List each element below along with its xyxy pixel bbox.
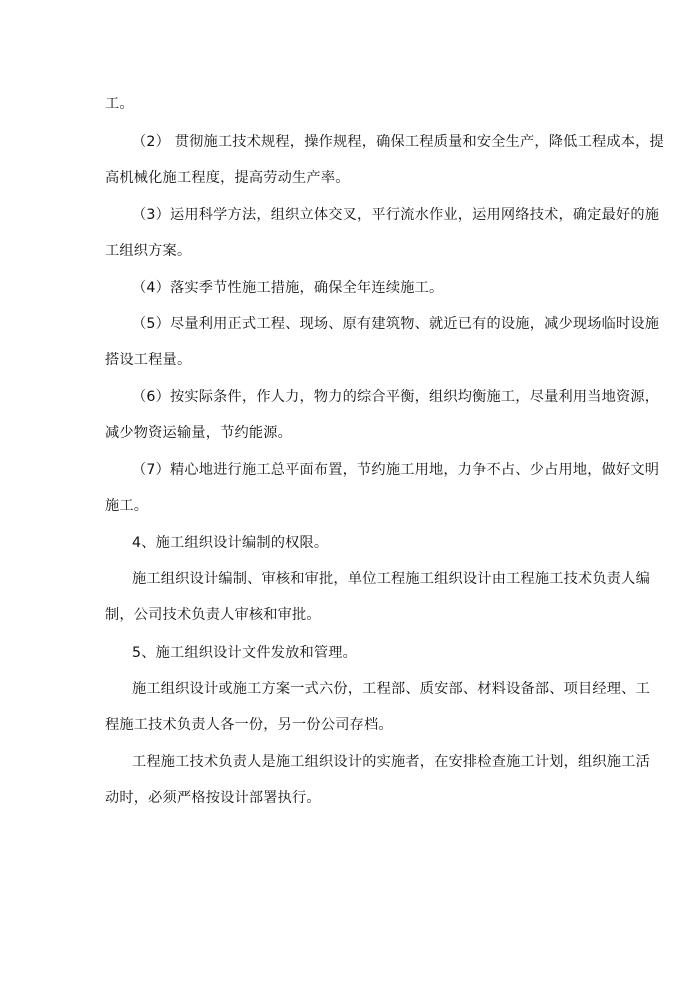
paragraph-item-4 xyxy=(105,270,597,306)
paragraph-line: 工。 xyxy=(105,96,134,112)
section-heading-5 xyxy=(105,635,597,671)
paragraph-line: （2） 贯彻施工技术规程，操作规程，确保工程质量和安全生产，降低工程成本，提 xyxy=(132,134,664,150)
paragraph-line: （7）精心地进行施工总平面布置，节约施工用地，力争不占、少占用地，做好文明 xyxy=(132,462,660,478)
paragraph-line: 施工组织设计编制、审核和审批，单位工程施工组织设计由工程施工技术负责人编 xyxy=(132,571,650,587)
paragraph-line: （4）落实季节性施工措施，确保全年连续施工。 xyxy=(132,280,444,296)
paragraph-distribution xyxy=(105,671,650,743)
paragraph-continuation xyxy=(105,86,597,122)
paragraph-line: （3）运用科学方法，组织立体交叉，平行流水作业，运用网络技术，确定最好的施 xyxy=(132,207,660,223)
paragraph-line: 施工。 xyxy=(105,498,149,514)
paragraph-line: 制，公司技术负责人审核和审批。 xyxy=(105,607,321,623)
paragraph-line: 工程施工技术负责人是施工组织设计的实施者，在安排检查施工计划，组织施工活 xyxy=(132,754,650,770)
paragraph-item-5 xyxy=(105,306,660,378)
paragraph-line: 4、施工组织设计编制的权限。 xyxy=(132,535,329,551)
paragraph-item-2 xyxy=(105,124,664,196)
paragraph-line: 施工组织设计或施工方案一式六份，工程部、质安部、材料设备部、项目经理、工 xyxy=(132,681,650,697)
paragraph-line: 程施工技术负责人各一份，另一份公司存档。 xyxy=(105,717,393,733)
paragraph-item-7 xyxy=(105,452,660,524)
paragraph-line: 动时，必须严格按设计部署执行。 xyxy=(105,790,321,806)
paragraph-line: 减少物资运输量，节约能源。 xyxy=(105,425,293,441)
paragraph-item-3 xyxy=(105,197,660,269)
paragraph-line: 工组织方案。 xyxy=(105,243,192,259)
paragraph-item-6 xyxy=(105,379,660,451)
paragraph-authority xyxy=(105,561,650,633)
paragraph-line: （5）尽量利用正式工程、现场、原有建筑物、就近已有的设施，减少现场临时设施 xyxy=(132,316,660,332)
paragraph-line: （6）按实际条件，作人力，物力的综合平衡，组织均衡施工，尽量利用当地资源， xyxy=(132,389,660,405)
paragraph-line: 5、施工组织设计文件发放和管理。 xyxy=(132,645,358,661)
paragraph-implementer xyxy=(105,744,650,816)
section-heading-4 xyxy=(105,525,597,561)
paragraph-line: 高机械化施工程度，提高劳动生产率。 xyxy=(105,170,350,186)
paragraph-line: 搭设工程量。 xyxy=(105,352,192,368)
